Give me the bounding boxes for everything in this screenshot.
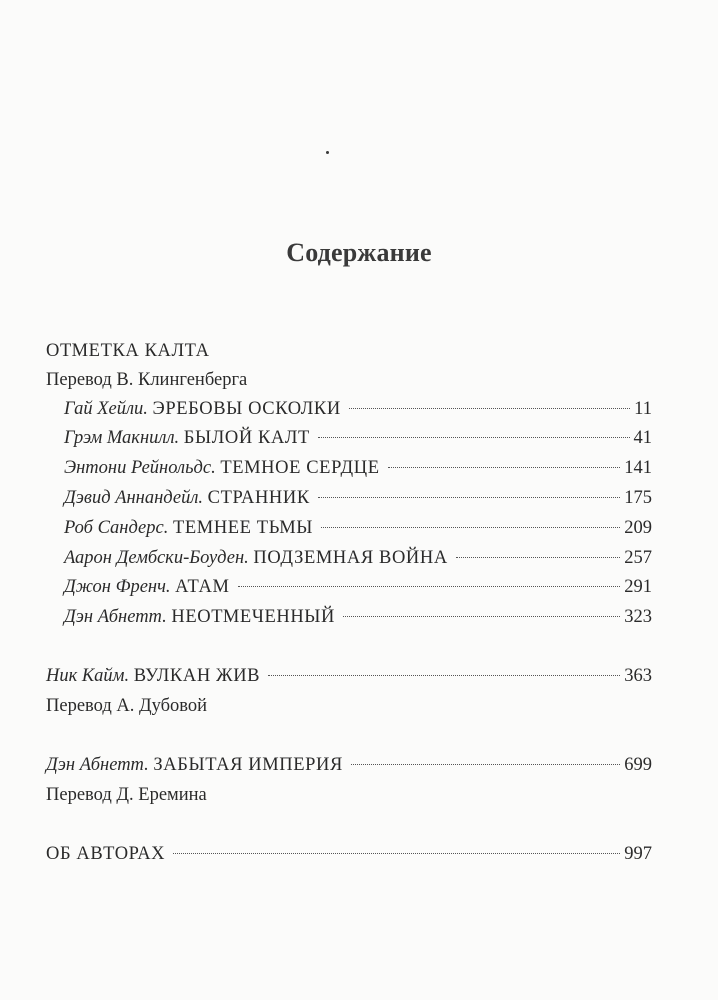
toc-entry[interactable] xyxy=(64,426,652,450)
toc-entry[interactable] xyxy=(64,546,652,570)
entry-author: Ник Кайм. xyxy=(46,666,130,686)
page-title: Содержание xyxy=(286,238,432,267)
entry-author: Энтони Рейнольдс. xyxy=(64,458,216,478)
entry-title: ТЕМНЕЕ ТЬМЫ xyxy=(172,518,313,538)
entry-page-number: 257 xyxy=(624,548,652,568)
entry-author: Дэвид Аннандейл. xyxy=(64,488,204,508)
entry-title: ТЕМНОЕ СЕРДЦЕ xyxy=(220,458,380,478)
toc-entry[interactable] xyxy=(64,605,652,629)
dot-leader xyxy=(349,408,630,409)
entry-page-number: 323 xyxy=(624,607,652,627)
toc-entry[interactable] xyxy=(64,456,652,480)
section-heading: ОТМЕТКА КАЛТА xyxy=(46,341,210,361)
entry-author: Роб Сандерс. xyxy=(64,518,169,538)
entry-title: ЗАБЫТАЯ ИМПЕРИЯ xyxy=(153,755,343,775)
entry-author: Джон Френч. xyxy=(64,577,171,597)
dot-leader xyxy=(318,497,620,498)
entry-title: БЫЛОЙ КАЛТ xyxy=(183,428,310,448)
toc-entry[interactable] xyxy=(64,575,652,599)
entry-page-number: 997 xyxy=(624,844,652,864)
entry-page-number: 11 xyxy=(634,399,652,419)
dot-leader xyxy=(456,557,620,558)
dot-leader xyxy=(351,764,620,765)
toc-entry[interactable] xyxy=(64,516,652,540)
entry-title: ВУЛКАН ЖИВ xyxy=(133,666,261,686)
entry-author: Гай Хейли. xyxy=(64,399,148,419)
entry-page-number: 699 xyxy=(624,755,652,775)
entry-page-number: 141 xyxy=(624,458,652,478)
entry-title: НЕОТМЕЧЕННЫЙ xyxy=(171,607,335,627)
entry-page-number: 291 xyxy=(624,577,652,597)
entry-title: ПОДЗЕМНАЯ ВОЙНА xyxy=(253,548,448,568)
entry-title: ОБ АВТОРАХ xyxy=(46,844,166,864)
entry-page-number: 175 xyxy=(624,488,652,508)
dot-leader xyxy=(268,675,620,676)
entry-author: Грэм Макнилл. xyxy=(64,428,180,448)
entry-title: СТРАННИК xyxy=(207,488,310,508)
dot-leader xyxy=(238,586,621,587)
entry-author: Аарон Дембски-Боуден. xyxy=(64,548,249,568)
entry-author: Дэн Абнетт. xyxy=(64,607,167,627)
entry-title: ЭРЕБОВЫ ОСКОЛКИ xyxy=(152,399,341,419)
dot-leader xyxy=(321,527,620,528)
toc-entry[interactable] xyxy=(64,397,652,421)
dot-leader xyxy=(318,437,630,438)
entry-page-number: 41 xyxy=(633,428,652,448)
toc-entry[interactable] xyxy=(46,842,652,866)
toc-entry[interactable] xyxy=(46,753,652,777)
paper-speck xyxy=(326,151,329,154)
translator-credit: Перевод Д. Еремина xyxy=(46,785,207,805)
toc-entry[interactable] xyxy=(46,664,652,688)
dot-leader xyxy=(173,853,620,854)
translator-credit: Перевод А. Дубовой xyxy=(46,696,208,716)
dot-leader xyxy=(388,467,621,468)
toc-entry[interactable] xyxy=(64,486,652,510)
entry-author: Дэн Абнетт. xyxy=(46,755,149,775)
entry-title: АТАМ xyxy=(175,577,230,597)
entry-page-number: 363 xyxy=(624,666,652,686)
entry-page-number: 209 xyxy=(624,518,652,538)
dot-leader xyxy=(343,616,620,617)
translator-credit: Перевод В. Клингенберга xyxy=(46,370,248,390)
